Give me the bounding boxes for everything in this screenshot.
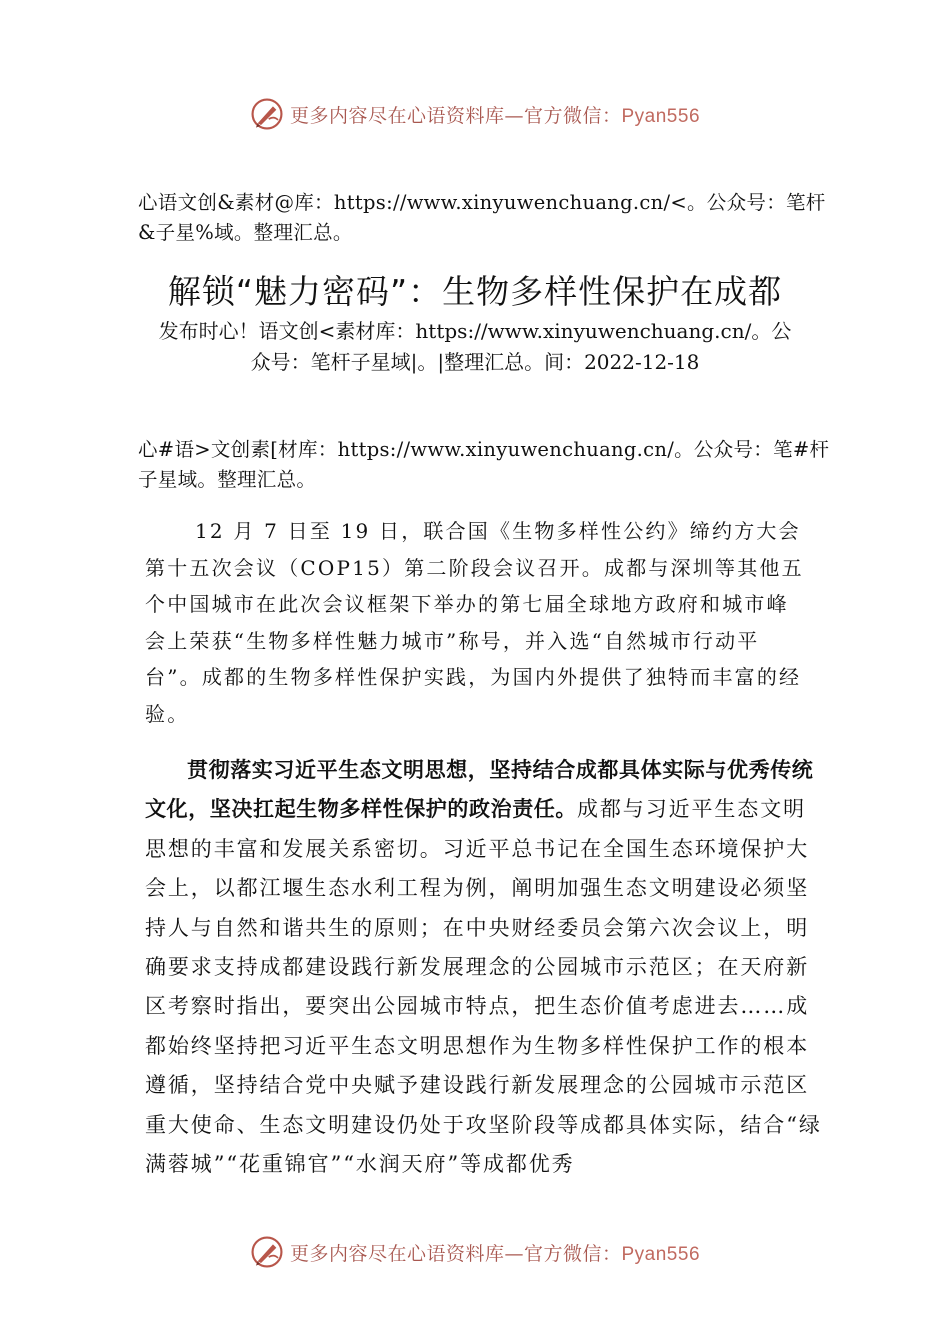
banner-text: 更多内容尽在心语资料库—官方微信： <box>289 1242 622 1265</box>
paragraph-text: 成都与习近平生态文明思想的丰富和发展关系密切。习近平总书记在全国生态环境保护大会上，以都江堰生态水利工程为例，阐明加强生态文明建设必须坚持人与自然和谐共生的原则；在中央财经委员会第六次会议上，明确要求支持成都建设践行新发展理念的公园城市示范区；在天府新区考察时指出，要突出公园城市特点，把生态价值考虑进去……成都始终坚持把习近平生态文明思想作为生物多样性保护工作的根本遵循，坚持结合党中央赋予建设践行新发展理念的公园城市示范区重大使命、生态文明建设仍处于攻坚阶段等成都具体实际，结合“绿满蓉城”“花重锦官”“水润天府”等成都优秀 <box>145 797 822 1177</box>
watermark-line: 心语文创&素材@库：https://www.xinyuwenchuang.cn/<。公众号：笔杆&子星%域。整理汇总。 <box>138 191 826 244</box>
page-title: 解锁“魅力密码”：生物多样性保护在成都 <box>167 272 783 312</box>
paragraph-intro: 12 月 7 日至 19 日，联合国《生物多样性公约》缔约方大会第十五次会议（COP15）第二阶段会议召开。成都与深圳等其他五个中国城市在此次会议框架下举办的第七届全球地方政府和城市峰会上荣获“生物多样性魅力城市”称号，并入选“自然城市行动平台”。成都的生物多样性保护实践，为国内外提供了独特而丰富的经验。 <box>145 519 804 726</box>
watermark-line: 心#语>文创素[材库：https://www.xinyuwenchuang.cn/。公众号：笔#杆子星域。整理汇总。 <box>138 438 830 491</box>
pen-logo-icon <box>250 1235 284 1269</box>
pen-logo-icon <box>250 97 284 131</box>
wechat-id: Pyan556 <box>621 1243 701 1265</box>
banner-text: 更多内容尽在心语资料库—官方微信： <box>289 104 622 127</box>
wechat-id: Pyan556 <box>621 105 701 127</box>
footer-banner <box>0 1232 950 1272</box>
header-banner <box>0 94 950 134</box>
publish-info: 发布时心！语文创<素材库：https://www.xinyuwenchuang.cn/。公众号：笔杆子星域|。|整理汇总。间：2022-12-18 <box>158 319 792 374</box>
paragraph-body <box>145 751 825 1184</box>
paragraph-lead: 贯彻落实习近平生态文明思想，坚持结合成都具体实际与优秀传统文化，坚决扛起生物多样性保护的政治责任。 <box>145 758 814 822</box>
